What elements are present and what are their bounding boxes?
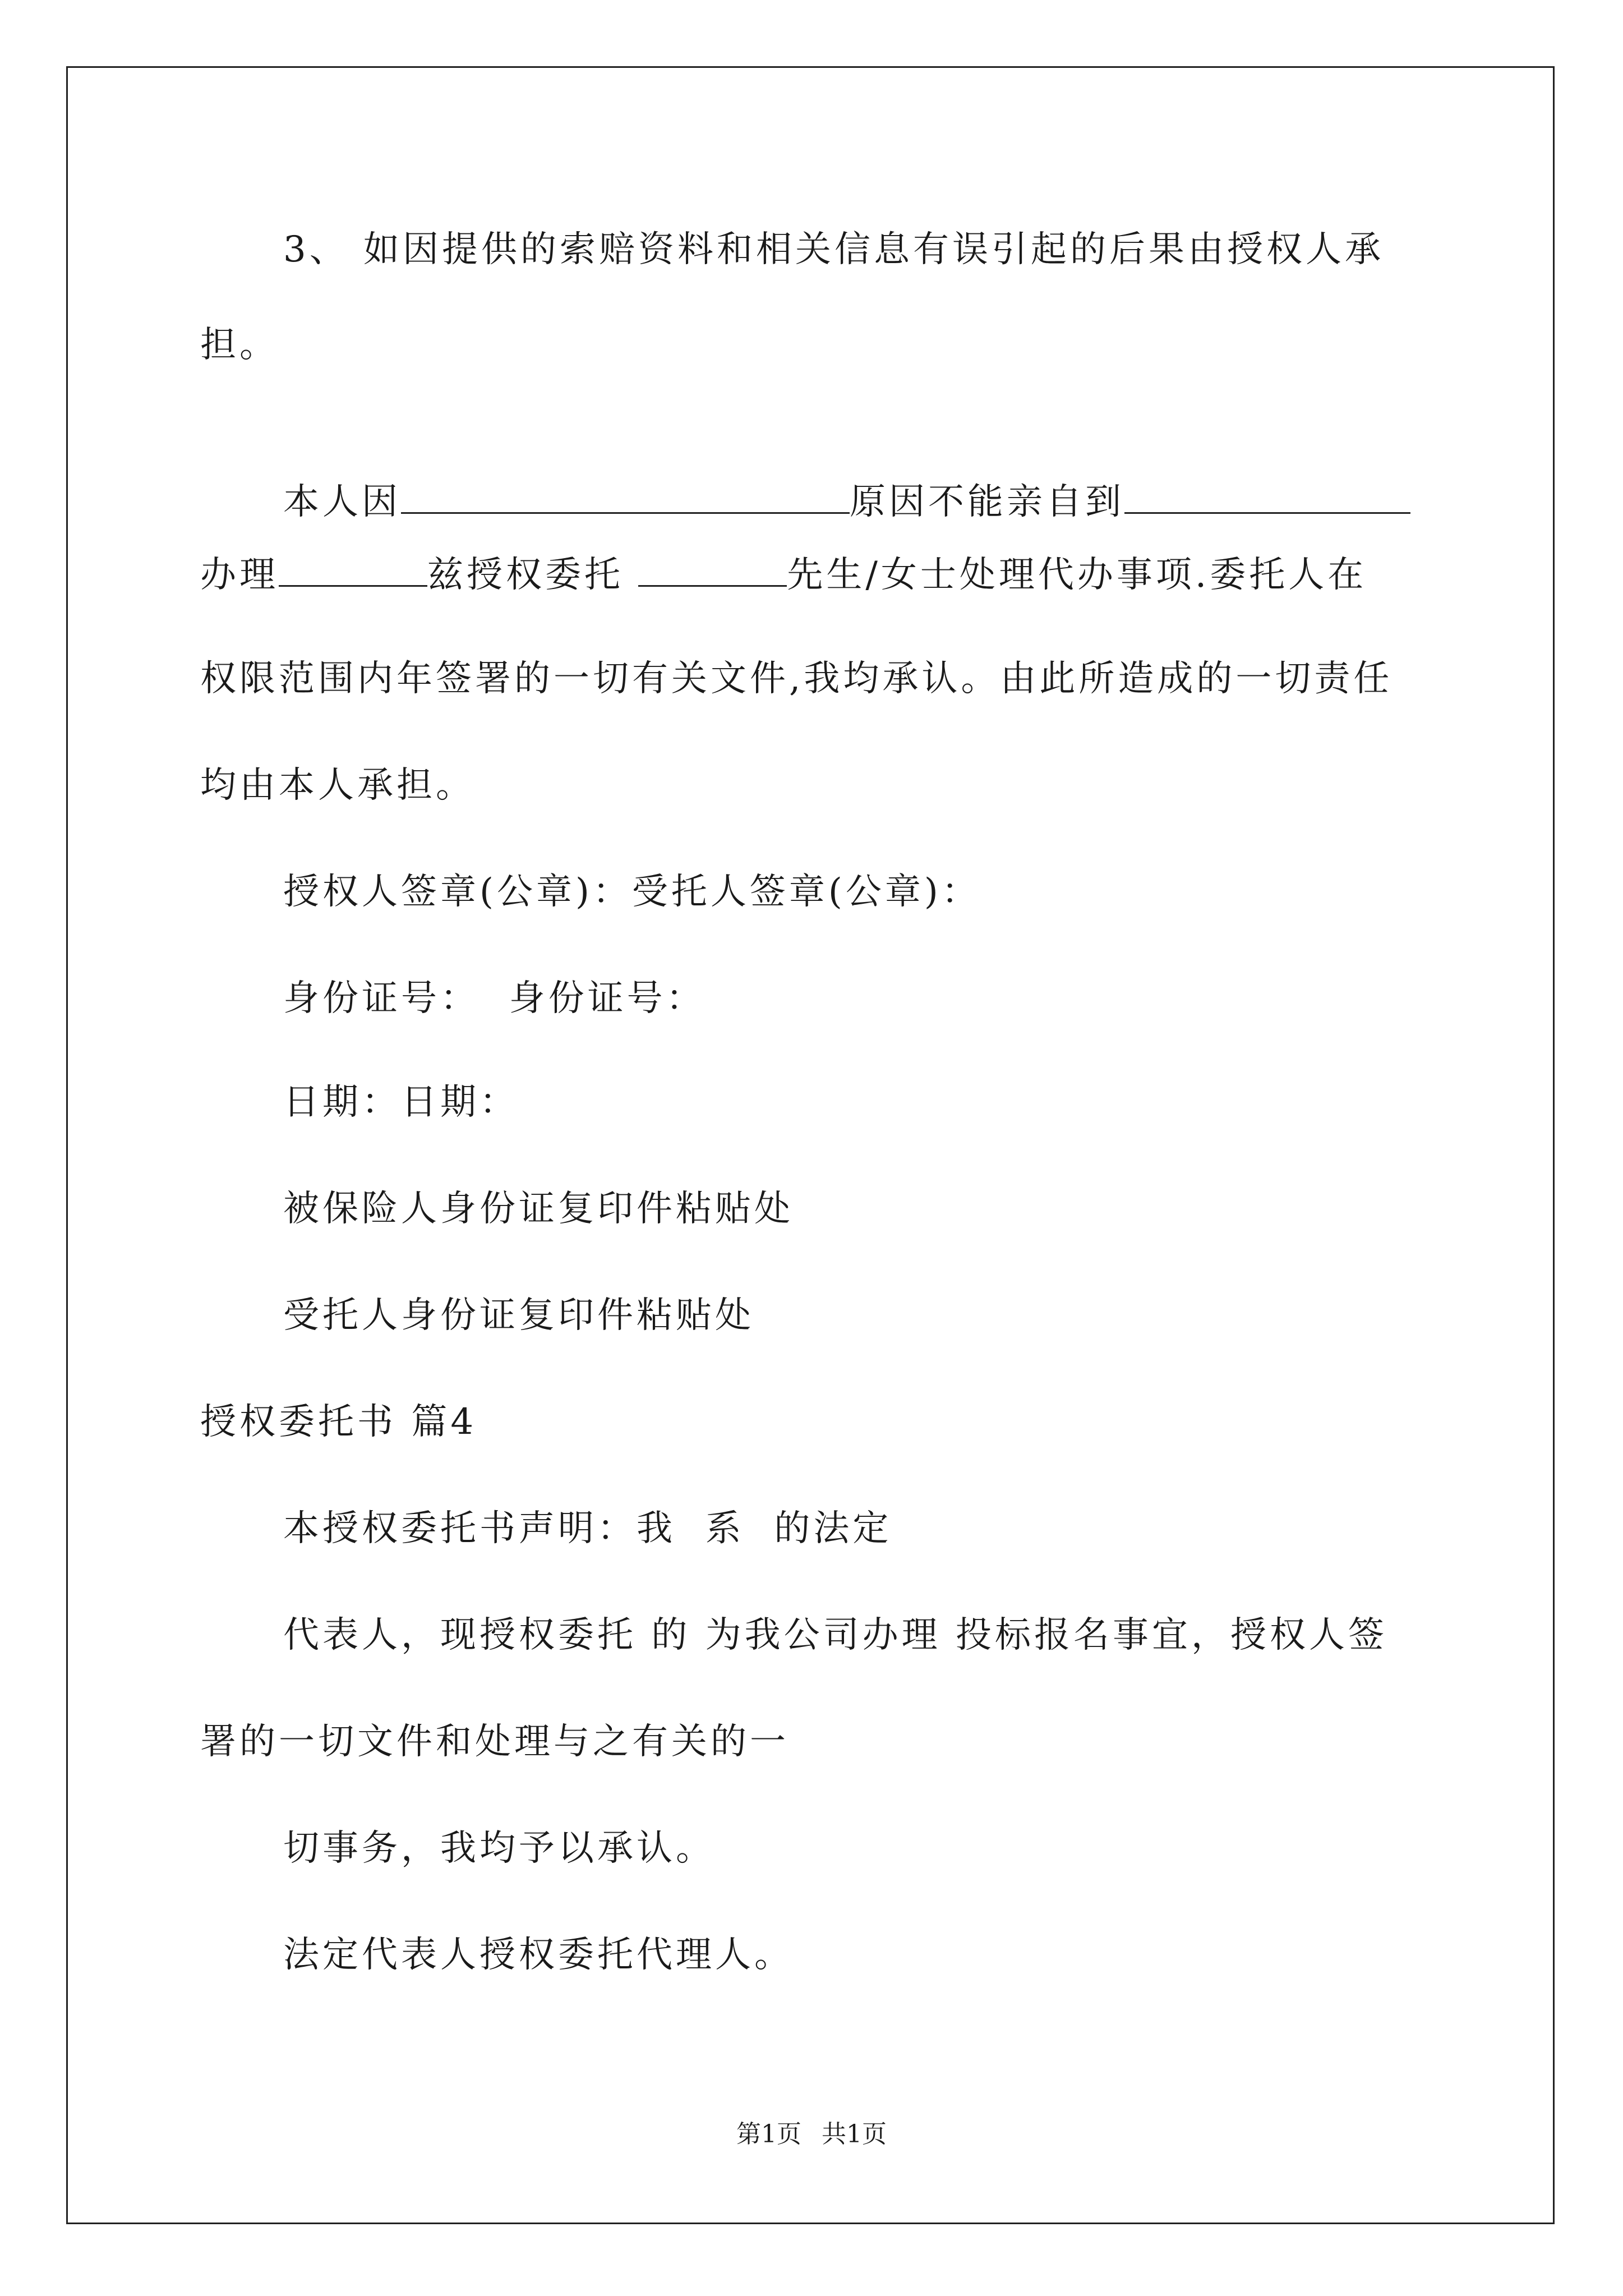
paragraph-line: 本授权委托书声明：我 系 的法定	[283, 1508, 892, 1549]
date-line: 日期：日期：	[283, 1082, 519, 1123]
paragraph-line: 3、 如因提供的索赔资料和相关信息有误引起的后果由授权人承	[283, 229, 1385, 270]
fill-in-blank	[638, 554, 787, 587]
paragraph-line: 切事务，我均予以承认。	[283, 1828, 715, 1869]
text-segment: 兹授权委托	[427, 554, 639, 596]
paragraph-line: 权限范围内年签署的一切有关文件,我均承认。由此所造成的一切责任	[200, 658, 1393, 700]
fill-in-blank	[279, 554, 427, 587]
fill-in-blank	[401, 481, 850, 514]
text-segment: 先生/女士处理代办事项.委托人在	[787, 554, 1367, 596]
paragraph-line: 受托人身份证复印件粘贴处	[283, 1295, 754, 1336]
paragraph-line: 担。	[200, 324, 279, 366]
paragraph-line: 署的一切文件和处理与之有关的一	[200, 1721, 789, 1763]
signature-line: 授权人签章(公章)：受托人签章(公章)：	[283, 871, 981, 913]
text-segment: 办理	[200, 554, 279, 596]
paragraph-line	[200, 553, 1367, 597]
page-border	[66, 66, 1555, 2224]
paragraph-line	[283, 480, 1410, 524]
page-footer	[0, 2118, 1623, 2151]
paragraph-line: 均由本人承担。	[200, 765, 475, 806]
id-number-line: 身份证号： 身份证号：	[283, 978, 706, 1019]
paragraph-line: 代表人，现授权委托 的 为我公司办理 投标报名事宜，授权人签	[283, 1614, 1388, 1656]
page-number: 第1页	[736, 2120, 801, 2148]
text-segment: 原因不能亲自到	[850, 481, 1124, 523]
fill-in-blank	[1124, 481, 1410, 514]
page-total: 共1页	[822, 2120, 887, 2148]
section-heading: 授权委托书 篇4	[200, 1401, 477, 1443]
paragraph-line: 被保险人身份证复印件粘贴处	[283, 1188, 794, 1230]
text-segment: 本人因	[283, 481, 401, 523]
paragraph-line: 法定代表人授权委托代理人。	[283, 1934, 794, 1976]
